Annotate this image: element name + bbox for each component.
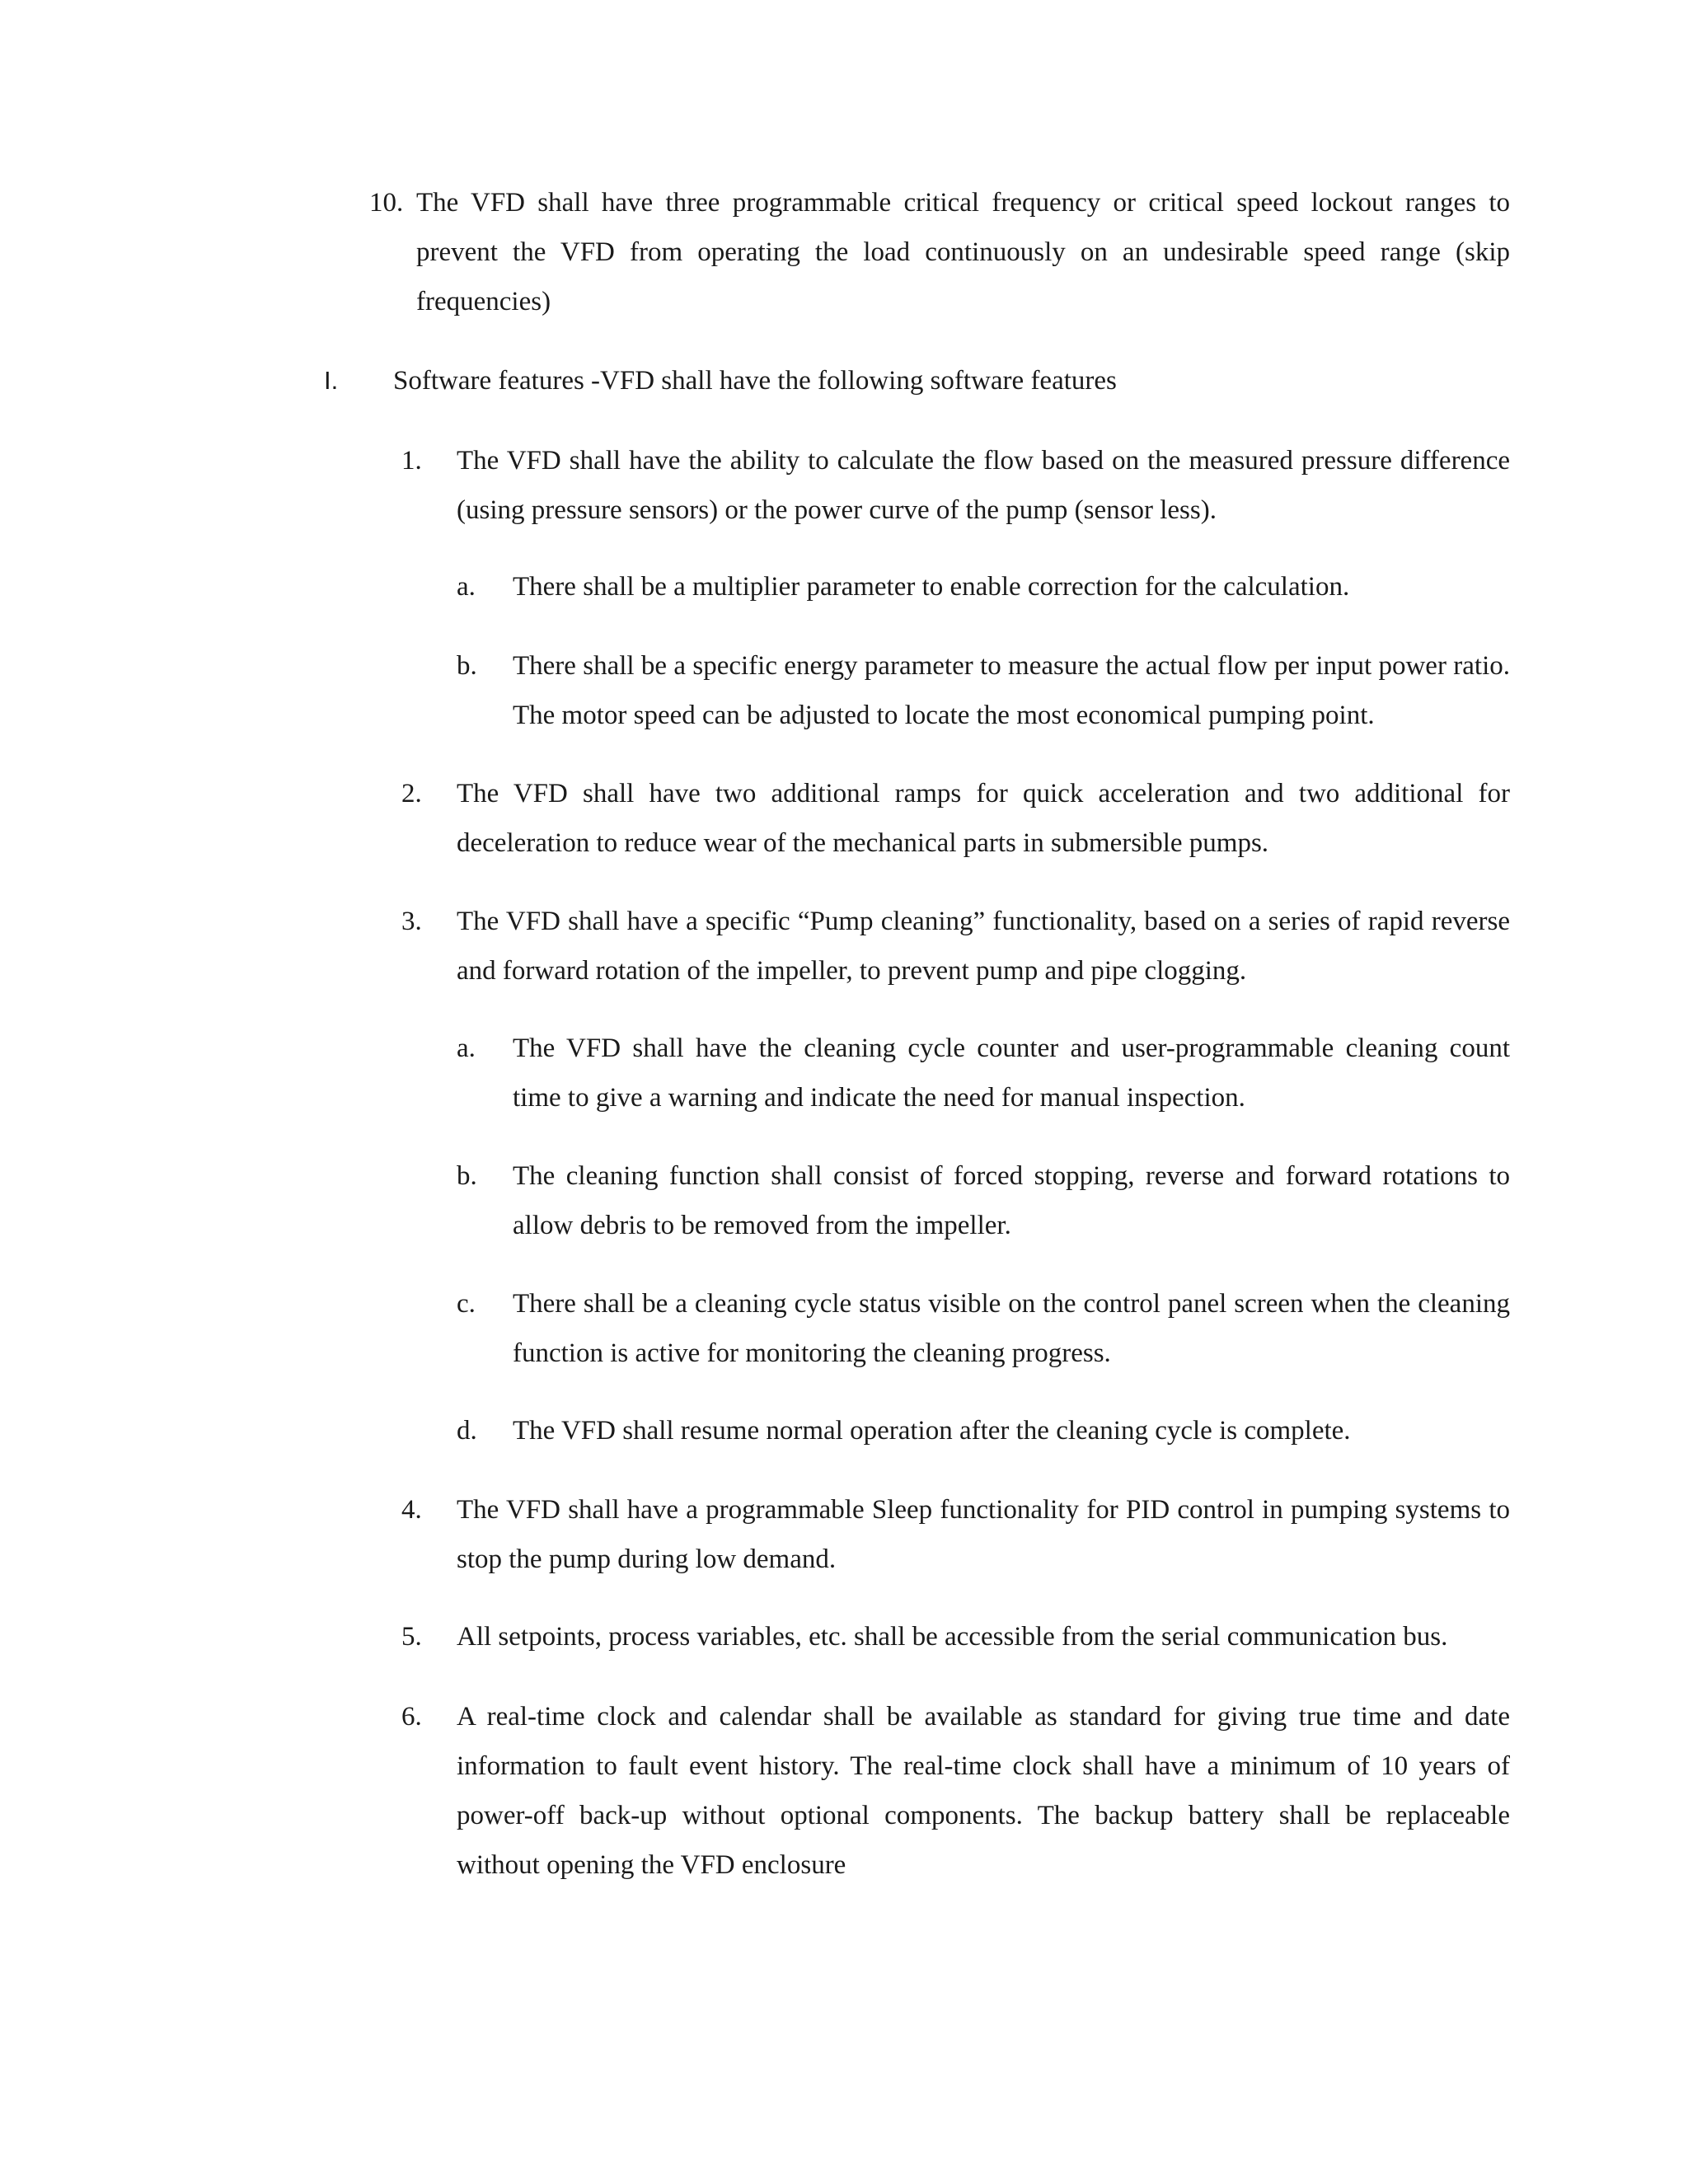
sub-marker: b. <box>457 651 477 681</box>
list-item-text: All setpoints, process variables, etc. shall be accessible from the serial communication bus. <box>457 1622 1448 1652</box>
list-marker: 6. <box>401 1702 422 1732</box>
sub-item-text: There shall be a multiplier parameter to enable correction for the calculation. <box>513 572 1350 602</box>
sub-marker: c. <box>457 1289 476 1319</box>
section-heading-text: Software features -VFD shall have the following software features <box>393 366 1117 396</box>
list-item-text: The VFD shall have the ability to calculate the flow based on the measured pressure difference (using pressure sensors) or the power curve of the pump (sensor less). <box>457 446 1510 525</box>
sub-marker: a. <box>457 1033 476 1063</box>
list-item-text: The VFD shall have a specific “Pump cleaning” functionality, based on a series of rapid reverse and forward rotation of the impeller, to prevent pump and pipe clogging. <box>457 907 1510 986</box>
sub-item-text: The cleaning function shall consist of forced stopping, reverse and forward rotations to allow debris to be removed from the impeller. <box>513 1161 1510 1240</box>
list-marker: 3. <box>401 907 422 936</box>
sub-marker: b. <box>457 1161 477 1191</box>
sub-marker: a. <box>457 572 476 602</box>
list-marker: 1. <box>401 446 422 476</box>
list-marker: 10. <box>369 188 404 218</box>
list-item-text: The VFD shall have two additional ramps for quick acceleration and two additional for deceleration to reduce wear of the mechanical parts in submersible pumps. <box>457 779 1510 858</box>
list-item-text: The VFD shall have three programmable critical frequency or critical speed lockout ranges to prevent the VFD from operating the load continuously on an undesirable speed range (skip frequencies) <box>416 188 1510 316</box>
sub-item-text: There shall be a cleaning cycle status visible on the control panel screen when the cleaning function is active for monitoring the cleaning progress. <box>513 1289 1510 1368</box>
list-item-text: The VFD shall have a programmable Sleep functionality for PID control in pumping systems to stop the pump during low demand. <box>457 1495 1510 1574</box>
section-marker: I. <box>324 366 339 395</box>
sub-item-text: The VFD shall have the cleaning cycle counter and user-programmable cleaning count time to give a warning and indicate the need for manual inspection. <box>513 1033 1510 1113</box>
sub-item-text: The VFD shall resume normal operation after the cleaning cycle is complete. <box>513 1416 1351 1446</box>
list-marker: 4. <box>401 1495 422 1525</box>
sub-marker: d. <box>457 1416 477 1446</box>
sub-item-text: There shall be a specific energy parameter to measure the actual flow per input power ratio. The motor speed can be adjusted to locate the most economical pumping point. <box>513 651 1510 730</box>
list-marker: 5. <box>401 1622 422 1652</box>
list-item-text: A real-time clock and calendar shall be available as standard for giving true time and date information to fault event history. The real-time clock shall have a minimum of 10 years of power-off back-up without optional components. The backup battery shall be replaceable without opening the VFD enclosure <box>457 1702 1510 1880</box>
list-marker: 2. <box>401 779 422 808</box>
